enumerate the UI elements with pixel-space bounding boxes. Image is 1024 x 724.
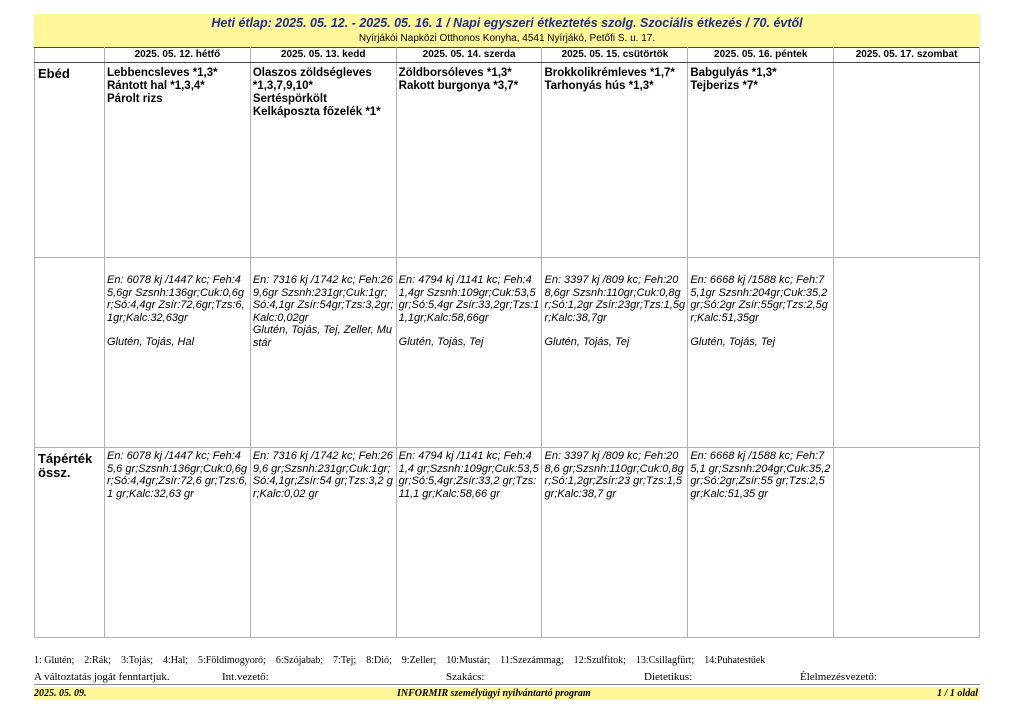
totals-row xyxy=(35,448,980,638)
legend-item: 2:Rák; xyxy=(84,655,111,666)
nutrition-cell xyxy=(396,258,542,448)
menu-header xyxy=(34,14,980,47)
lunch-cell xyxy=(396,63,542,258)
nutrition-label-cell xyxy=(35,258,105,448)
day-header: 2025. 05. 16. péntek xyxy=(688,48,834,63)
lunch-cell xyxy=(250,63,396,258)
allergen-list: Glutén, Tojás, Tej xyxy=(690,336,776,348)
totals-cell: En: 6078 kj /1447 kc; Feh:45,6 gr;Szsnh:136gr;Cuk:0,6gr;Só:4,4gr;Zsír:72,6 gr;Tzs:6,1 gr;Kalc:32,63 gr xyxy=(105,448,251,638)
menu-title: Heti étlap: 2025. 05. 12. - 2025. 05. 16. 1 / Napi egyszeri étkeztetés szolg. Szociális étkezés / 70. évtől xyxy=(211,16,803,30)
nutrition-values: En: 7316 kj /1742 kc; Feh:269,6gr Szsnh:231gr;Cuk:1gr;Só:4,1gr Zsír:54gr;Tzs:3,2gr;Kalc:0,02gr xyxy=(252,274,394,324)
kitchen-address: Nyírjákói Napközi Otthonos Konyha, 4541 Nyírjákó, Petőfi S. u. 17. xyxy=(358,33,656,44)
day-header: 2025. 05. 17. szombat xyxy=(834,48,980,63)
dietetikus-label: Dietetikus: xyxy=(644,671,693,683)
int-vezeto-label: Int.vezető: xyxy=(222,671,269,683)
allergen-legend xyxy=(34,655,980,666)
allergen-list: Glutén, Tojás, Tej xyxy=(398,336,484,348)
legend-item: 4:Hal; xyxy=(163,655,189,666)
totals-cell xyxy=(834,448,980,638)
szakacs-label: Szakács: xyxy=(446,671,485,683)
nutrition-cell xyxy=(542,258,688,448)
dish-item: Tarhonyás hús *1,3* xyxy=(544,80,654,92)
allergen-list: Glutén, Tojás, Tej, Zeller, Mustár xyxy=(252,324,393,349)
legend-item: 8:Dió; xyxy=(366,655,392,666)
dish-item: Zöldborsóleves *1,3* xyxy=(398,67,512,79)
elelmezesvezeto-label: Élelmezésvezető: xyxy=(800,671,877,683)
legend-item: 9:Zeller; xyxy=(401,655,437,666)
legend-item: 1: Glutén; xyxy=(34,655,75,666)
legend-item: 5:Földimogyoró; xyxy=(198,655,266,666)
dish-item: Babgulyás *1,3* xyxy=(690,67,777,79)
nutrition-row xyxy=(35,258,980,448)
footer-bar xyxy=(34,687,980,700)
legend-item: 14:Puhatestűek xyxy=(704,655,766,666)
allergen-list: Glutén, Tojás, Hal xyxy=(107,336,195,348)
totals-cell: En: 6668 kj /1588 kc; Feh:75,1 gr;Szsnh:204gr;Cuk:35,2gr;Só:2gr;Zsír:55 gr;Tzs:2,5 gr;Kalc:51,35 gr xyxy=(688,448,834,638)
lunch-cell xyxy=(834,63,980,258)
dish-item: Olaszos zöldségleves *1,3,7,9,10* xyxy=(252,67,372,92)
legend-item: 10:Mustár; xyxy=(446,655,491,666)
legend-item: 7:Tej; xyxy=(333,655,357,666)
nutrition-cell xyxy=(105,258,251,448)
totals-label-line: Tápérték xyxy=(38,451,93,466)
nutrition-values: En: 6668 kj /1588 kc; Feh:75,1gr Szsnh:204gr;Cuk:35,2gr;Só:2gr Zsír:55gr;Tzs:2,5gr;Kalc:51,35gr xyxy=(690,274,828,324)
nutrition-cell xyxy=(250,258,396,448)
dish-item: Párolt rizs xyxy=(107,93,163,105)
lunch-cell xyxy=(688,63,834,258)
lunch-cell xyxy=(542,63,688,258)
rights-note: A változtatás jogát fenntartjuk. xyxy=(34,671,170,683)
dish-item: Sertéspörkölt xyxy=(252,93,327,105)
legend-item: 11:Szezámmag; xyxy=(500,655,564,666)
day-header: 2025. 05. 15. csütörtök xyxy=(542,48,688,63)
weekly-menu-table xyxy=(34,47,980,638)
totals-label xyxy=(35,448,105,638)
dish-item: Tejberizs *7* xyxy=(690,80,758,92)
print-date: 2025. 05. 09. xyxy=(34,688,87,699)
lunch-row xyxy=(35,63,980,258)
dish-item: Brokkolikrémleves *1,7* xyxy=(544,67,675,79)
nutrition-values: En: 6078 kj /1447 kc; Feh:45,6gr Szsnh:136gr;Cuk:0,6gr;Só:4,4gr Zsír:72,6gr;Tzs:6,1gr;Kalc:32,63gr xyxy=(107,274,245,324)
lunch-label: Ebéd xyxy=(35,63,105,258)
legend-item: 3:Tojás; xyxy=(120,655,154,666)
nutrition-values: En: 3397 kj /809 kc; Feh:208,6gr Szsnh:110gr;Cuk:0,8gr;Só:1,2gr Zsír:23gr;Tzs:1,5gr;Kalc:38,7gr xyxy=(544,274,686,324)
legend-item: 13:Csillagfürt; xyxy=(635,655,695,666)
lunch-cell xyxy=(105,63,251,258)
nutrition-cell xyxy=(834,258,980,448)
dish-item: Rántott hal *1,3,4* xyxy=(107,80,205,92)
legend-item: 12:Szulfitok; xyxy=(573,655,626,666)
allergen-list: Glutén, Tojás, Tej xyxy=(544,336,630,348)
dish-item: Rakott burgonya *3,7* xyxy=(398,80,519,92)
nutrition-values: En: 4794 kj /1141 kc; Feh:41,4gr Szsnh:109gr;Cuk:53,5gr;Só:5,4gr Zsír:33,2gr;Tzs:11,1gr;Kalc:58,66gr xyxy=(398,274,540,324)
page-number: 1 / 1 oldal xyxy=(937,688,978,699)
totals-cell: En: 3397 kj /809 kc; Feh:208,6 gr;Szsnh:110gr;Cuk:0,8gr;Só:1,2gr;Zsír:23 gr;Tzs:1,5 gr;Kalc:38,7 gr xyxy=(542,448,688,638)
day-header: 2025. 05. 14. szerda xyxy=(396,48,542,63)
corner-cell xyxy=(35,48,105,63)
day-header-row xyxy=(35,48,980,63)
nutrition-cell xyxy=(688,258,834,448)
totals-cell: En: 7316 kj /1742 kc; Feh:269,6 gr;Szsnh:231gr;Cuk:1gr;Só:4,1gr;Zsír:54 gr;Tzs:3,2 gr;Kalc:0,02 gr xyxy=(250,448,396,638)
dish-item: Lebbencsleves *1,3* xyxy=(107,67,218,79)
legend-item: 6:Szójabab; xyxy=(275,655,324,666)
signature-line xyxy=(34,671,980,685)
day-header: 2025. 05. 13. kedd xyxy=(250,48,396,63)
day-header: 2025. 05. 12. hétfő xyxy=(105,48,251,63)
dish-item: Kelkáposzta főzelék *1* xyxy=(252,106,381,118)
program-name: INFORMIR személyügyi nyilvántartó program xyxy=(397,688,591,699)
totals-label-line: össz. xyxy=(38,465,71,480)
totals-cell: En: 4794 kj /1141 kc; Feh:41,4 gr;Szsnh:109gr;Cuk:53,5gr;Só:5,4gr;Zsír:33,2 gr;Tzs:11,1 gr;Kalc:58,66 gr xyxy=(396,448,542,638)
